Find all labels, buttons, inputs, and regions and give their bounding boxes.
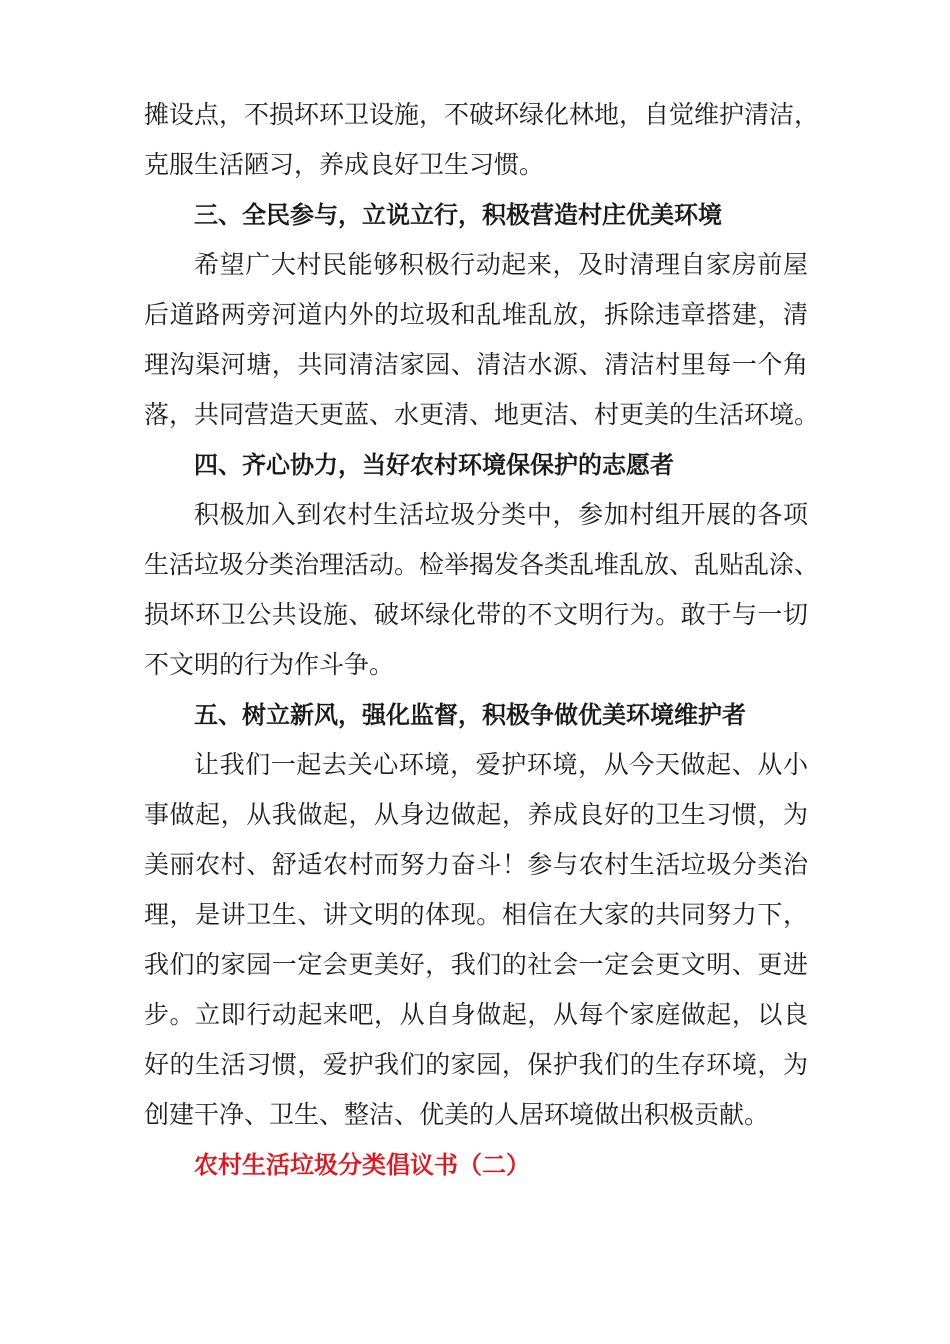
section-heading-4: 四、齐心协力，当好农村环境保保护的志愿者 xyxy=(194,451,674,479)
body-line: 事做起，从我做起，从身边做起，养成良好的卫生习惯，为 xyxy=(144,800,808,829)
body-line: 损坏环卫公共设施、破坏绿化带的不文明行为。敢于与一切 xyxy=(144,600,808,629)
body-line: 生活垃圾分类治理活动。检举揭发各类乱堆乱放、乱贴乱涂、 xyxy=(144,550,820,579)
body-line: 落，共同营造天更蓝、水更清、地更洁、村更美的生活环境。 xyxy=(144,400,820,429)
body-line: 让我们一起去关心环境，爱护环境，从今天做起、从小 xyxy=(194,750,808,779)
document-page xyxy=(144,90,820,1190)
body-line: 理，是讲卫生、讲文明的体现。相信在大家的共同努力下， xyxy=(144,900,808,929)
body-line: 积极加入到农村生活垃圾分类中，参加村组开展的各项 xyxy=(194,500,808,529)
section-title: 农村生活垃圾分类倡议书（二） xyxy=(194,1151,530,1179)
section-heading-5: 五、树立新风，强化监督，积极争做优美环境维护者 xyxy=(194,701,746,729)
body-line: 不文明的行为作斗争。 xyxy=(144,650,395,679)
body-line: 理沟渠河塘，共同清洁家园、清洁水源、清洁村里每一个角 xyxy=(144,350,808,379)
body-line: 步。立即行动起来吧，从自身做起，从每个家庭做起，以良 xyxy=(144,1000,808,1029)
body-line: 美丽农村、舒适农村而努力奋斗！参与农村生活垃圾分类治 xyxy=(144,850,808,879)
body-line: 摊设点，不损坏环卫设施，不破坏绿化林地，自觉维护清洁， xyxy=(144,100,820,129)
body-line: 创建干净、卫生、整洁、优美的人居环境做出积极贡献。 xyxy=(144,1100,770,1129)
body-line: 好的生活习惯，爱护我们的家园，保护我们的生存环境，为 xyxy=(144,1050,808,1079)
body-line: 后道路两旁河道内外的垃圾和乱堆乱放，拆除违章搭建，清 xyxy=(144,300,808,329)
body-line: 希望广大村民能够积极行动起来，及时清理自家房前屋 xyxy=(194,250,808,279)
body-line: 我们的家园一定会更美好，我们的社会一定会更文明、更进 xyxy=(144,950,808,979)
body-line: 克服生活陋习，养成良好卫生习惯。 xyxy=(144,150,545,179)
section-heading-3: 三、全民参与，立说立行，积极营造村庄优美环境 xyxy=(194,201,722,229)
